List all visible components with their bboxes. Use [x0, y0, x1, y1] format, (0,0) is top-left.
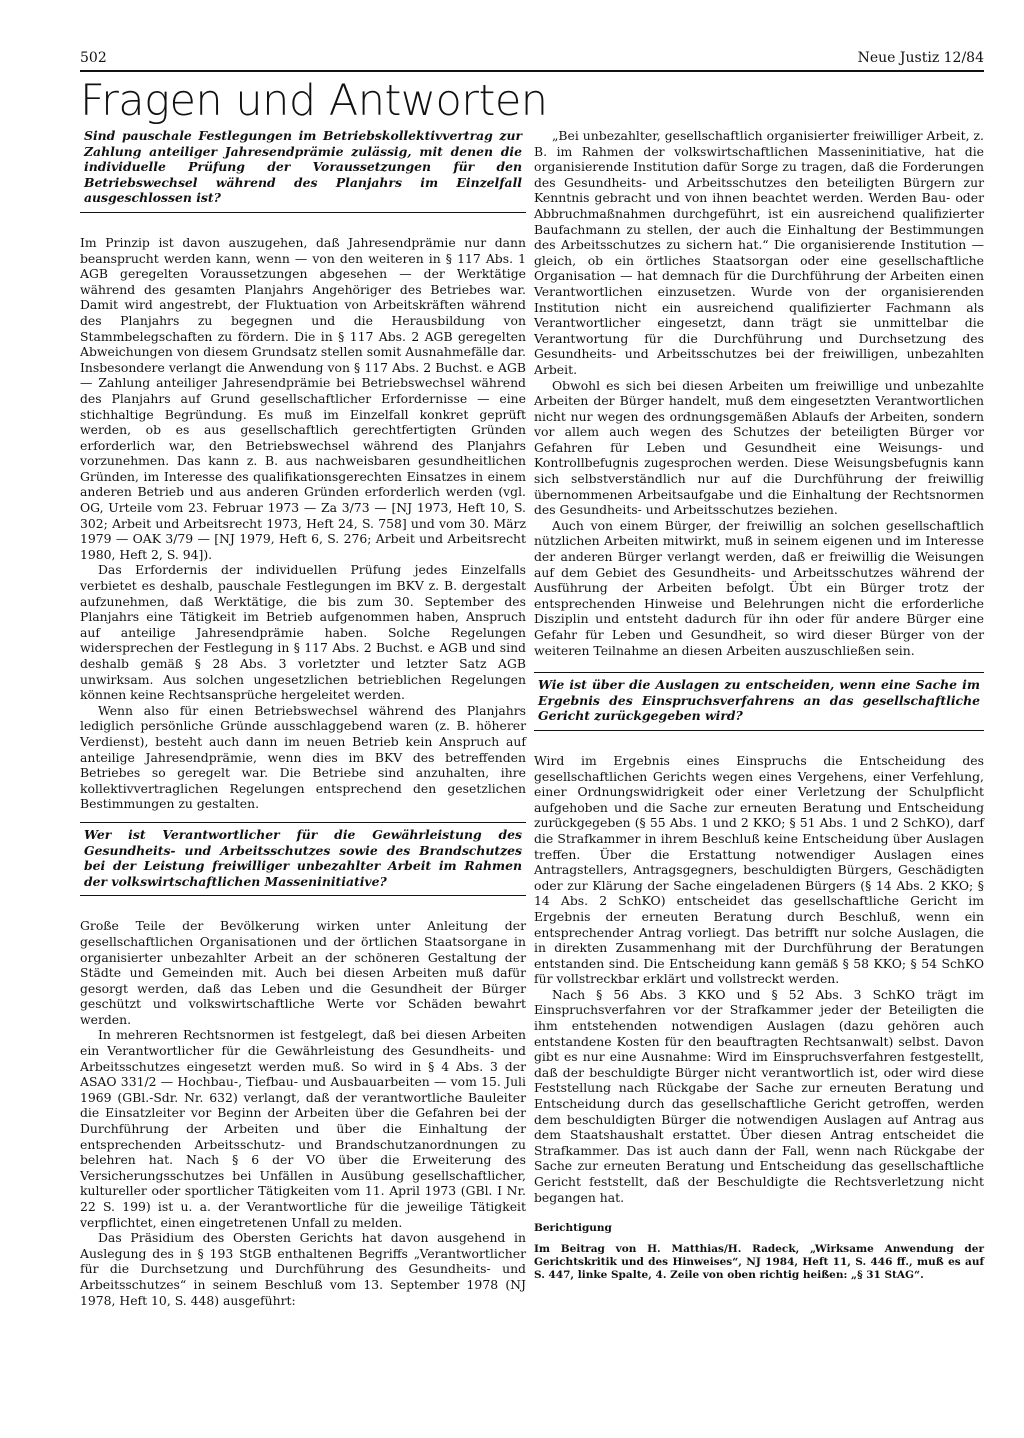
answer-2-paragraph-5: Auch von einem Bürger, der freiwillig an solchen gesellschaftlich nützlichen Arbeiten mitwirkt, muß in seinem eigenen und im Interesse der anderen Bürger verlangt werden, daß er freiwillig die Weisungen auf dem Gebiet des Gesundheits- und Arbeitsschutzes während der Ausführung der Arbeiten befolgt. Übt ein Bürger trotz der entsprechenden Hinweise und Belehrungen nicht die erforderliche Disziplin und entsteht dadurch für ihn oder für andere Bürger eine Gefahr für Leben und Gesundheit, so wird dieser Bürger von der weiteren Teilnahme an diesen Arbeiten auszuschließen sein. — [534, 517, 984, 658]
berichtigung-text: Im Beitrag von H. Matthias/H. Radeck, „Wirksame Anwendung der Gerichtskritik und des Hinweises“, NJ 1984, Heft 11, S. 446 ff., muß es auf S. 447, linke Spalte, 4. Zeile von oben richtig heißen: „§ 31 StAG“. — [534, 1242, 984, 1281]
question-2: Wer ist Verantwortlicher für die Gewährleistung des Gesundheits- und Arbeitsschutzes sowie des Brandschutzes bei der Leistung freiwilliger unbezahlter Arbeit im Rahmen der volkswirtschaftlichen Masseninitiative? — [80, 822, 526, 896]
answer-2-paragraph-2: In mehreren Rechtsnormen ist festgelegt, daß bei diesen Arbeiten ein Verantwortlicher für die Gewährleistung des Gesundheits- und Arbeitsschutzes eingesetzt werden muß. So wird in § 4 Abs. 3 der ASAO 331/2 — Hochbau-, Tiefbau- und Ausbauarbeiten — vom 15. Juli 1969 (GBl.-Sdr. Nr. 632) verlangt, daß der verantwortliche Bauleiter die Einsatzleiter vor Beginn der Arbeiten über die Gefahren bei der Durchführung der Arbeiten und über die Einhaltung der entsprechenden Arbeitsschutz- und Brandschutzanordnungen zu belehren hat. Nach § 6 der VO über die Erweiterung des Versicherungsschutzes bei Unfällen in Ausübung gesellschaftlicher, kultureller oder sportlicher Tätigkeiten vom 11. April 1973 (GBl. I Nr. 22 S. 199) ist u. a. der Verantwortliche für die jeweilige Tätigkeit verpflichtet, einen eingetretenen Unfall zu melden. — [80, 1027, 526, 1230]
question-1: Sind pauschale Festlegungen im Betriebskollektivvertrag zur Zahlung anteiliger Jahresendprämie zulässig, mit denen die individuelle Prüfung der Voraussetzungen für den Betriebswechsel während des Planjahrs im Einzelfall ausgeschlossen ist? — [80, 128, 526, 213]
journal-reference: Neue Justiz 12/84 — [857, 50, 984, 66]
left-column — [80, 128, 526, 1308]
question-3: Wie ist über die Auslagen zu entscheiden, wenn eine Sache im Ergebnis des Einspruchsverfahrens an das gesellschaftliche Gericht zurückgegeben wird? — [534, 672, 984, 731]
right-column — [534, 128, 984, 1282]
answer-1-paragraph-2: Das Erfordernis der individuellen Prüfung jedes Einzelfalls verbietet es deshalb, pauschale Festlegungen im BKV z. B. dergestalt aufzunehmen, daß Werktätige, die bis zum 30. September des Planjahrs eine Tätigkeit im Betrieb aufgenommen haben, Anspruch auf anteilige Jahresendprämie haben. Solche Regelungen widersprechen der Festlegung in § 117 Abs. 2 Buchst. e AGB und sind deshalb gemäß § 28 Abs. 3 vorletzter und letzter Satz AGB unwirksam. Aus solchen ungesetzlichen betrieblichen Regelungen können keine Rechtsansprüche hergeleitet werden. — [80, 562, 526, 703]
answer-2-quote: „Bei unbezahlter, gesellschaftlich organisierter freiwilliger Arbeit, z. B. im Rahmen der volkswirtschaftlichen Masseninitiative, hat die organisierende Institution dafür Sorge zu tragen, daß die Forderungen des Gesundheits- und Arbeitsschutzes den beteiligten Bürgern zur Kenntnis gebracht und von ihnen beachtet werden. Werden Bau- oder Abbruchmaßnahmen durchgeführt, ist ein ausreichend qualifizierter Baufachmann zu stellen, der auch die Einhaltung der Bestimmungen des Arbeitsschutzes zu sichern hat.“ Die organisierende Institution — gleich, ob ein örtliches Staatsorgan oder eine gesellschaftliche Organisation — hat demnach für die Durchführung der Arbeiten einen Verantwortlichen einzusetzen. Wurde von der organisierenden Institution nicht ein ausreichend qualifizierter Fachmann als Verantwortlicher eingesetzt, dann trägt sie unmittelbar die Verantwortung für die Durchführung und Durchsetzung des Gesundheits- und Arbeitsschutzes bei der freiwilligen, unbezahlten Arbeit. — [534, 128, 984, 377]
berichtigung-title: Berichtigung — [534, 1222, 612, 1235]
header-rule — [80, 70, 984, 72]
answer-3-paragraph-1: Wird im Ergebnis eines Einspruchs die Entscheidung des gesellschaftlichen Gerichts wegen eines Vergehens, einer Verfehlung, einer Ordnungswidrigkeit oder einer Verletzung der Schulpflicht aufgehoben und die Sache zur erneuten Beratung und Entscheidung zurückgegeben (§ 55 Abs. 1 und 2 KKO; § 51 Abs. 1 und 2 SchKO), darf die Strafkammer in ihrem Beschluß keine Entscheidung über Auslagen treffen. Über die Erstattung notwendiger Auslagen eines Antragstellers, Antragsgegners, beschuldigten Bürgers, Geschädigten oder zur Klärung der Sache eingeladenen Bürgers (§ 14 Abs. 2 KKO; § 14 Abs. 2 SchKO) entscheidet das gesellschaftliche Gericht im Ergebnis der erneuten Beratung durch Beschluß, wenn ein entsprechender Antrag vorliegt. Das betrifft nur solche Auslagen, die in direkten Zusammenhang mit der Durchführung der Beratungen entstanden sind. Die Entscheidung kann gemäß § 58 KKO; § 54 SchKO für vollstreckbar erklärt und vollstreckt werden. — [534, 752, 984, 987]
answer-1-paragraph-3: Wenn also für einen Betriebswechsel während des Planjahrs lediglich persönliche Gründe ausschlaggebend waren (z. B. höherer Verdienst), besteht auch dann im neuen Betrieb kein Anspruch auf anteilige Jahresendprämie, wenn dies im BKV des betreffenden Betriebes so geregelt war. Die Betriebe sind anzuhalten, ihre kollektivvertraglichen Regelungen entsprechend den gesetzlichen Bestimmungen zu gestalten. — [80, 702, 526, 812]
answer-2-paragraph-3: Das Präsidium des Obersten Gerichts hat davon ausgehend in Auslegung des in § 193 StGB enthaltenen Begriffs „Verantwortlicher für die Durchsetzung und Durchführung des Gesundheits- und Arbeitsschutzes“ in seinem Beschluß vom 13. September 1978 (NJ 1978, Heft 10, S. 448) ausgeführt: — [80, 1230, 526, 1308]
answer-1-paragraph-1: Im Prinzip ist davon auszugehen, daß Jahresendprämie nur dann beansprucht werden kann, wenn — von den weiteren in § 117 Abs. 1 AGB geregelten Voraussetzungen abgesehen — der Werktätige während des gesamten Planjahrs Angehöriger des Betriebes war. Damit wird angestrebt, der Fluktuation von Arbeitskräften während des Planjahrs zu begegnen und die Herausbildung von Stammbelegschaften zu fördern. Die in § 117 Abs. 2 AGB geregelten Abweichungen von diesem Grundsatz stellen somit Ausnahmefälle dar. Insbesondere verlangt die Anwendung von § 117 Abs. 2 Buchst. e AGB — Zahlung anteiliger Jahresendprämie bei Betriebswechsel während des Planjahrs auf Grund gesellschaftlicher Erfordernisse — eine stichhaltige Begründung. Es muß im Einzelfall konkret geprüft werden, ob es aus gesellschaftlich gerechtfertigten Gründen erforderlich war, den Betriebswechsel während des Planjahrs vorzunehmen. Das kann z. B. aus nachweisbaren gesundheitlichen Gründen, im Interesse des qualifikationsgerechten Einsatzes in einem anderen Betrieb und aus anderen Gründen erforderlich werden (vgl. OG, Urteile vom 23. Februar 1973 — Za 3/73 — [NJ 1973, Heft 10, S. 302; Arbeit und Arbeitsrecht 1973, Heft 24, S. 758] und vom 30. März 1979 — OAK 3/79 — [NJ 1979, Heft 6, S. 276; Arbeit und Arbeitsrecht 1980, Heft 2, S. 94]). — [80, 234, 526, 562]
answer-3-paragraph-2: Nach § 56 Abs. 3 KKO und § 52 Abs. 3 SchKO trägt im Einspruchsverfahren vor der Strafkammer jeder der Beteiligten die ihm entstehenden notwendigen Auslagen (dazu gehören auch entstandene Kosten für den beauftragten Rechtsanwalt) selbst. Davon gibt es nur eine Ausnahme: Wird im Einspruchsverfahren festgestellt, daß der beschuldigte Bürger nicht verantwortlich ist, oder wird diese Feststellung nach Rückgabe der Sache zur erneuten Beratung und Entscheidung durch das gesellschaftliche Gericht getroffen, werden dem beschuldigten Bürger die notwendigen Auslagen auf Antrag aus dem Staatshaushalt erstattet. Über diesen Antrag entscheidet die Strafkammer. Das ist auch dann der Fall, wenn nach Rückgabe der Sache zur erneuten Beratung und Entscheidung das gesellschaftliche Gericht feststellt, daß der Beschuldigte die Rechtsverletzung nicht begangen hat. — [534, 986, 984, 1205]
page-number: 502 — [80, 50, 107, 66]
section-title: Fragen und Antworten — [80, 76, 548, 126]
answer-2-paragraph-4: Obwohl es sich bei diesen Arbeiten um freiwillige und unbezahlte Arbeiten der Bürger handelt, muß dem eingesetzten Verantwortlichen nicht nur wegen des ordnungsgemäßen Ablaufs der Arbeiten, sondern vor allem auch wegen des Schutzes der beteiligten Bürger vor Gefahren für Leben und Gesundheit eine Weisungs- und Kontrollbefugnis zugesprochen werden. Diese Weisungsbefugnis kann sich selbstverständlich nur auf die Durchführung der freiwillig übernommenen Arbeitsaufgabe und die Einhaltung der Rechtsnormen des Gesundheits- und Arbeitsschutzes beziehen. — [534, 377, 984, 518]
answer-2-paragraph-1: Große Teile der Bevölkerung wirken unter Anleitung der gesellschaftlichen Organisationen und der örtlichen Staatsorgane in organisierter unbezahlter Arbeit an der schöneren Gestaltung der Städte und Gemeinden mit. Auch bei diesen Arbeiten muß dafür gesorgt werden, daß das Leben und die Gesundheit der Bürger geschützt und volkswirtschaftliche Werte vor Schäden bewahrt werden. — [80, 918, 526, 1027]
